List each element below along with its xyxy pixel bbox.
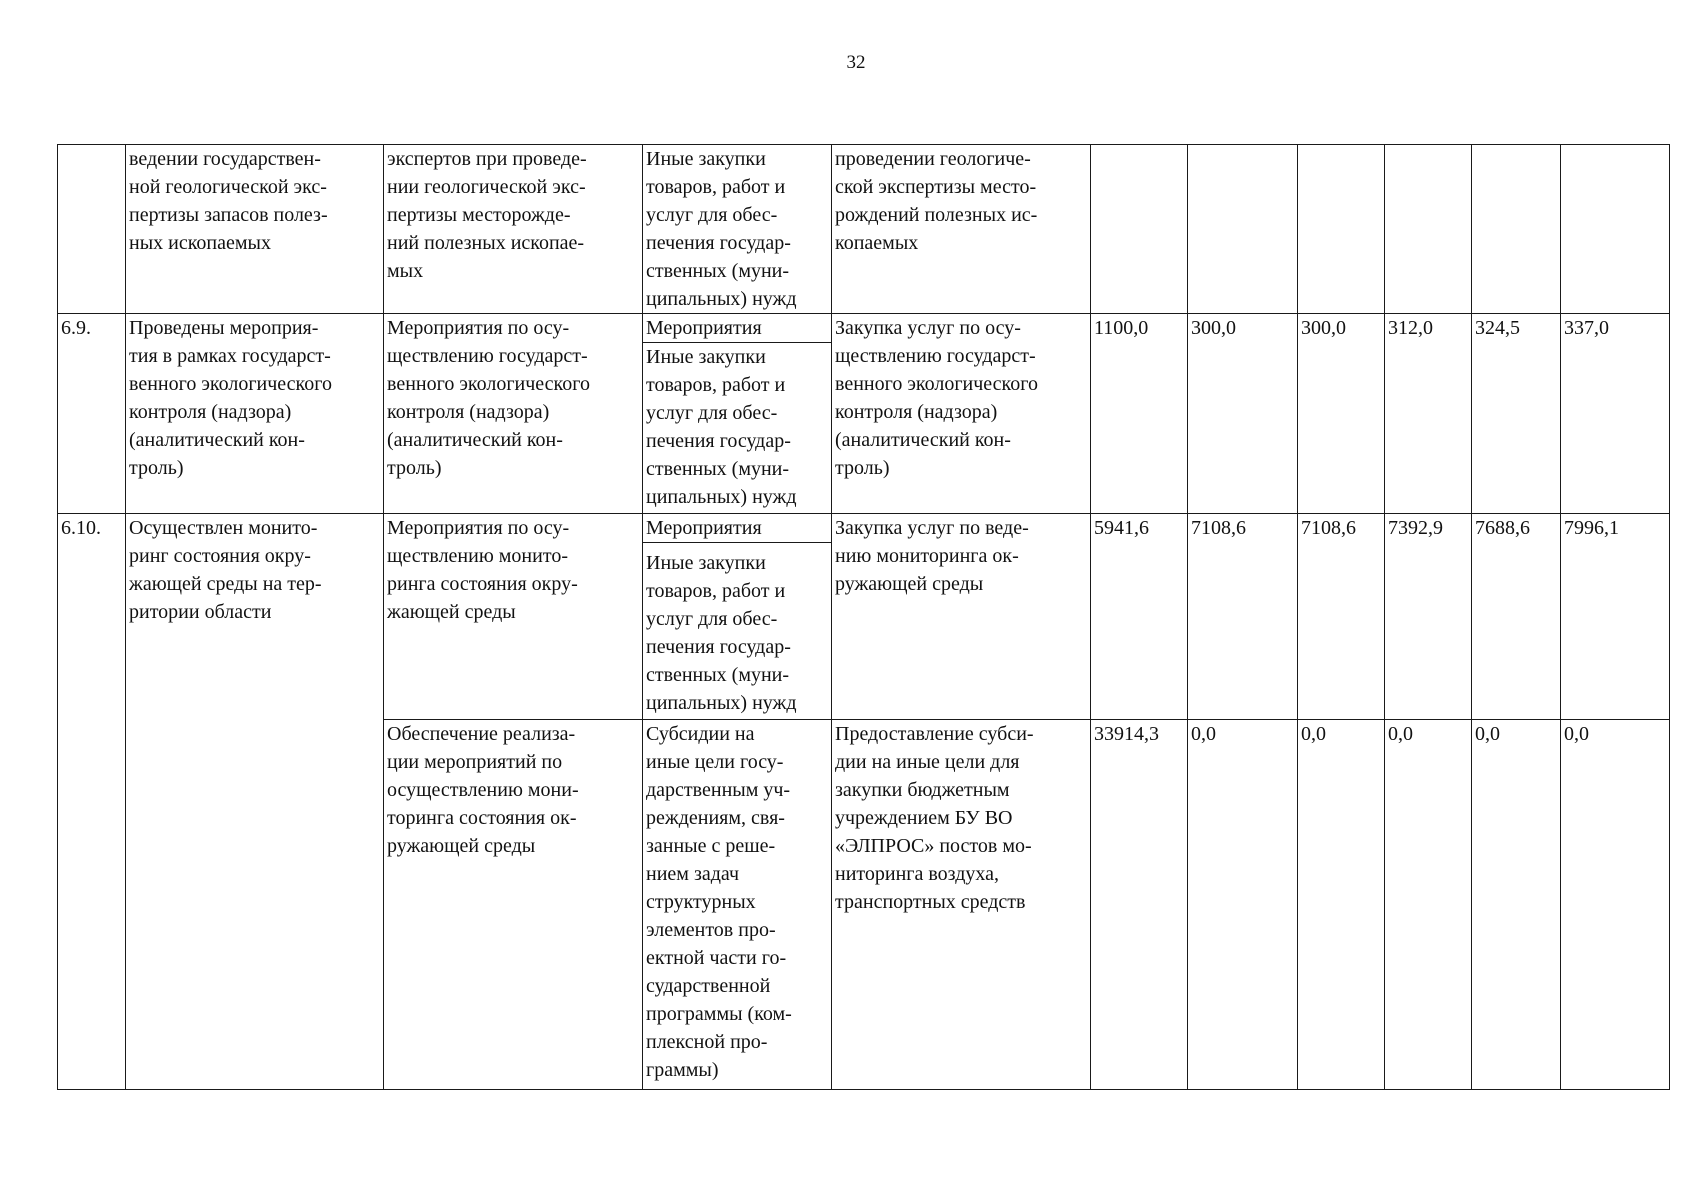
expense-subcategory: Иные закупки товаров, работ и услуг для обес- печения государ- ственных (муни- ципальных) нужд — [646, 346, 797, 508]
value-cell: 7392,9 — [1385, 514, 1472, 720]
value-cell: 312,0 — [1385, 314, 1472, 514]
value-cell: 300,0 — [1188, 314, 1298, 514]
value-cell: 7108,6 — [1298, 514, 1385, 720]
value-cell: 0,0 — [1298, 720, 1385, 1090]
value-cell — [1385, 145, 1472, 314]
value-cell — [1472, 145, 1561, 314]
value-cell — [1091, 145, 1188, 314]
event-cell: экспертов при проведе- нии геологической экс- пертизы месторожде- ний полезных ископае- мых — [384, 145, 643, 314]
program-events-table — [57, 144, 1670, 1090]
expense-type-cell: Иные закупки товаров, работ и услуг для обес- печения государ- ственных (муни- ципальных) нужд — [643, 145, 832, 314]
page-number: 32 — [846, 52, 866, 73]
value-cell — [1561, 145, 1670, 314]
event-cell: Мероприятия по осу- ществлению государст- венного экологического контроля (надзора) (аналитический кон- троль) — [384, 314, 643, 514]
event-cell: Обеспечение реализа- ции мероприятий по осуществлению мони- торинга состояния ок- ружающей среды — [384, 720, 643, 1090]
result-cell: Проведены мероприя- тия в рамках государст- венного экологического контроля (надзора) (аналитический кон- троль) — [126, 314, 384, 514]
value-cell: 0,0 — [1561, 720, 1670, 1090]
result-cell: Осуществлен монито- ринг состояния окру- жающей среды на тер- ритории области — [126, 514, 384, 1090]
table-row — [58, 145, 1670, 314]
value-cell: 324,5 — [1472, 314, 1561, 514]
direction-cell: проведении геологиче- ской экспертизы место- рождений полезных ис- копаемых — [832, 145, 1091, 314]
table-row — [58, 514, 1670, 720]
row-number-cell: 6.10. — [58, 514, 126, 1090]
value-cell — [1188, 145, 1298, 314]
value-cell: 300,0 — [1298, 314, 1385, 514]
value-cell: 1100,0 — [1091, 314, 1188, 514]
value-cell: 7996,1 — [1561, 514, 1670, 720]
expense-type-cell — [643, 514, 832, 720]
direction-cell: Закупка услуг по веде- нию мониторинга ок- ружающей среды — [832, 514, 1091, 720]
value-cell: 0,0 — [1385, 720, 1472, 1090]
expense-type-cell — [643, 314, 832, 514]
value-cell: 33914,3 — [1091, 720, 1188, 1090]
table-row — [58, 314, 1670, 514]
value-cell: 337,0 — [1561, 314, 1670, 514]
expense-category: Мероприятия — [643, 314, 831, 343]
direction-cell: Предоставление субси- дии на иные цели для закупки бюджетным учреждением БУ ВО «ЭЛПРОС» постов мо- ниторинга воздуха, транспортных средств — [832, 720, 1091, 1090]
value-cell — [1298, 145, 1385, 314]
value-cell: 7688,6 — [1472, 514, 1561, 720]
expense-type-cell: Субсидии на иные цели госу- дарственным уч- реждениям, свя- занные с реше- нием задач структурных элементов про- ектной части го- сударственной программы (ком- плексной про- граммы) — [643, 720, 832, 1090]
result-cell: ведении государствен- ной геологической экс- пертизы запасов полез- ных ископаемых — [126, 145, 384, 314]
value-cell: 0,0 — [1472, 720, 1561, 1090]
row-number-cell — [58, 145, 126, 314]
value-cell: 7108,6 — [1188, 514, 1298, 720]
value-cell: 5941,6 — [1091, 514, 1188, 720]
expense-subcategory: Иные закупки товаров, работ и услуг для обес- печения государ- ственных (муни- ципальных) нужд — [646, 552, 797, 714]
expense-category: Мероприятия — [643, 514, 831, 543]
row-number-cell: 6.9. — [58, 314, 126, 514]
event-cell: Мероприятия по осу- ществлению монито- ринга состояния окру- жающей среды — [384, 514, 643, 720]
direction-cell: Закупка услуг по осу- ществлению государст- венного экологического контроля (надзора) (аналитический кон- троль) — [832, 314, 1091, 514]
value-cell: 0,0 — [1188, 720, 1298, 1090]
